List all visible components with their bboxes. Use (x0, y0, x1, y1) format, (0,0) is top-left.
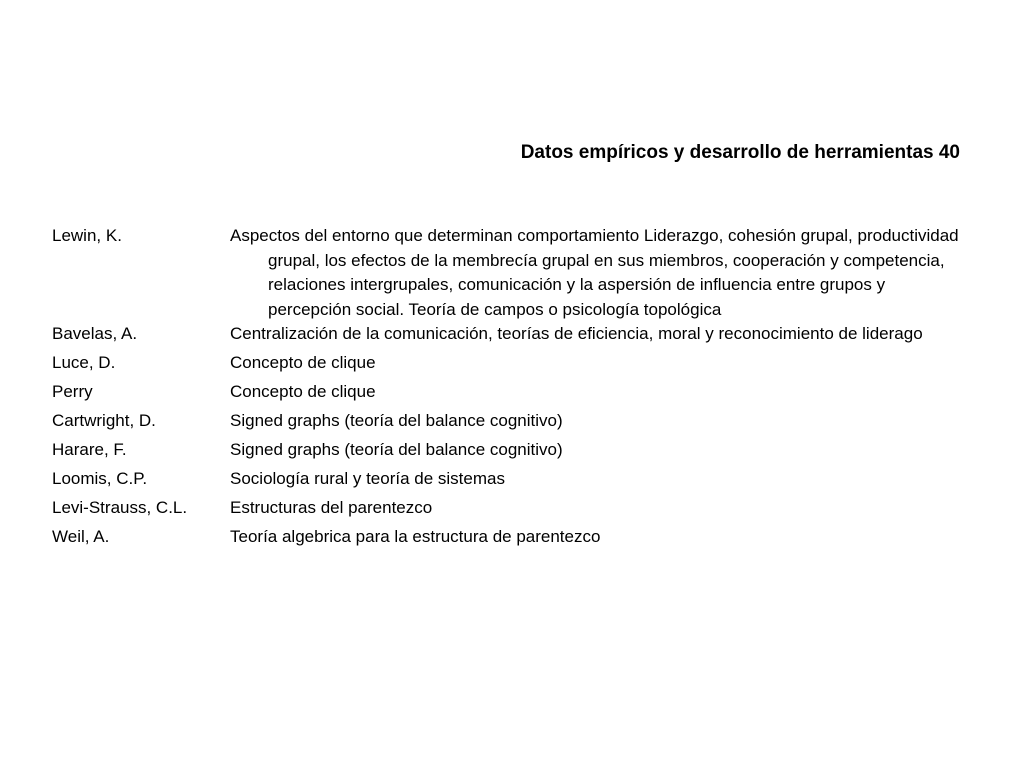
author-topic: Estructuras del parentezco (230, 498, 433, 517)
author-name: Weil, A. (52, 527, 110, 546)
list-item (52, 409, 972, 434)
list-item (52, 224, 972, 322)
slide-title: Datos empíricos y desarrollo de herramientas 40 (520, 142, 960, 163)
list-item (52, 525, 972, 550)
list-item (52, 380, 972, 405)
author-topic: Concepto de clique (230, 353, 376, 372)
author-topic: Concepto de clique (230, 382, 376, 401)
author-topic: Signed graphs (teoría del balance cognitivo) (230, 411, 563, 430)
author-topic: Sociología rural y teoría de sistemas (230, 469, 505, 488)
author-name: Lewin, K. (52, 226, 122, 245)
author-name: Cartwright, D. (52, 411, 156, 430)
list-item (52, 438, 972, 463)
author-name: Perry (52, 382, 93, 401)
author-name: Bavelas, A. (52, 324, 138, 343)
author-topic: Centralización de la comunicación, teorías de eficiencia, moral y reconocimiento de liderago (230, 324, 923, 343)
author-topic: Teoría algebrica para la estructura de parentezco (230, 527, 601, 546)
author-name: Levi-Strauss, C.L. (52, 498, 188, 517)
author-name: Harare, F. (52, 440, 127, 459)
list-item (52, 351, 972, 376)
author-topic: Aspectos del entorno que determinan comportamiento Liderazgo, cohesión grupal, productividad grupal, los efectos de la membrecía grupal en sus miembros, cooperación y competencia, relaciones intergrupales, comunicación y la aspersión de influencia entre grupos y percepción social. Teoría de campos o psicología topológica (230, 226, 959, 319)
author-topic-list (52, 224, 972, 550)
author-topic: Signed graphs (teoría del balance cognitivo) (230, 440, 563, 459)
list-item (52, 322, 972, 347)
author-name: Loomis, C.P. (52, 469, 148, 488)
list-item (52, 467, 972, 492)
list-item (52, 496, 972, 521)
author-name: Luce, D. (52, 353, 116, 372)
